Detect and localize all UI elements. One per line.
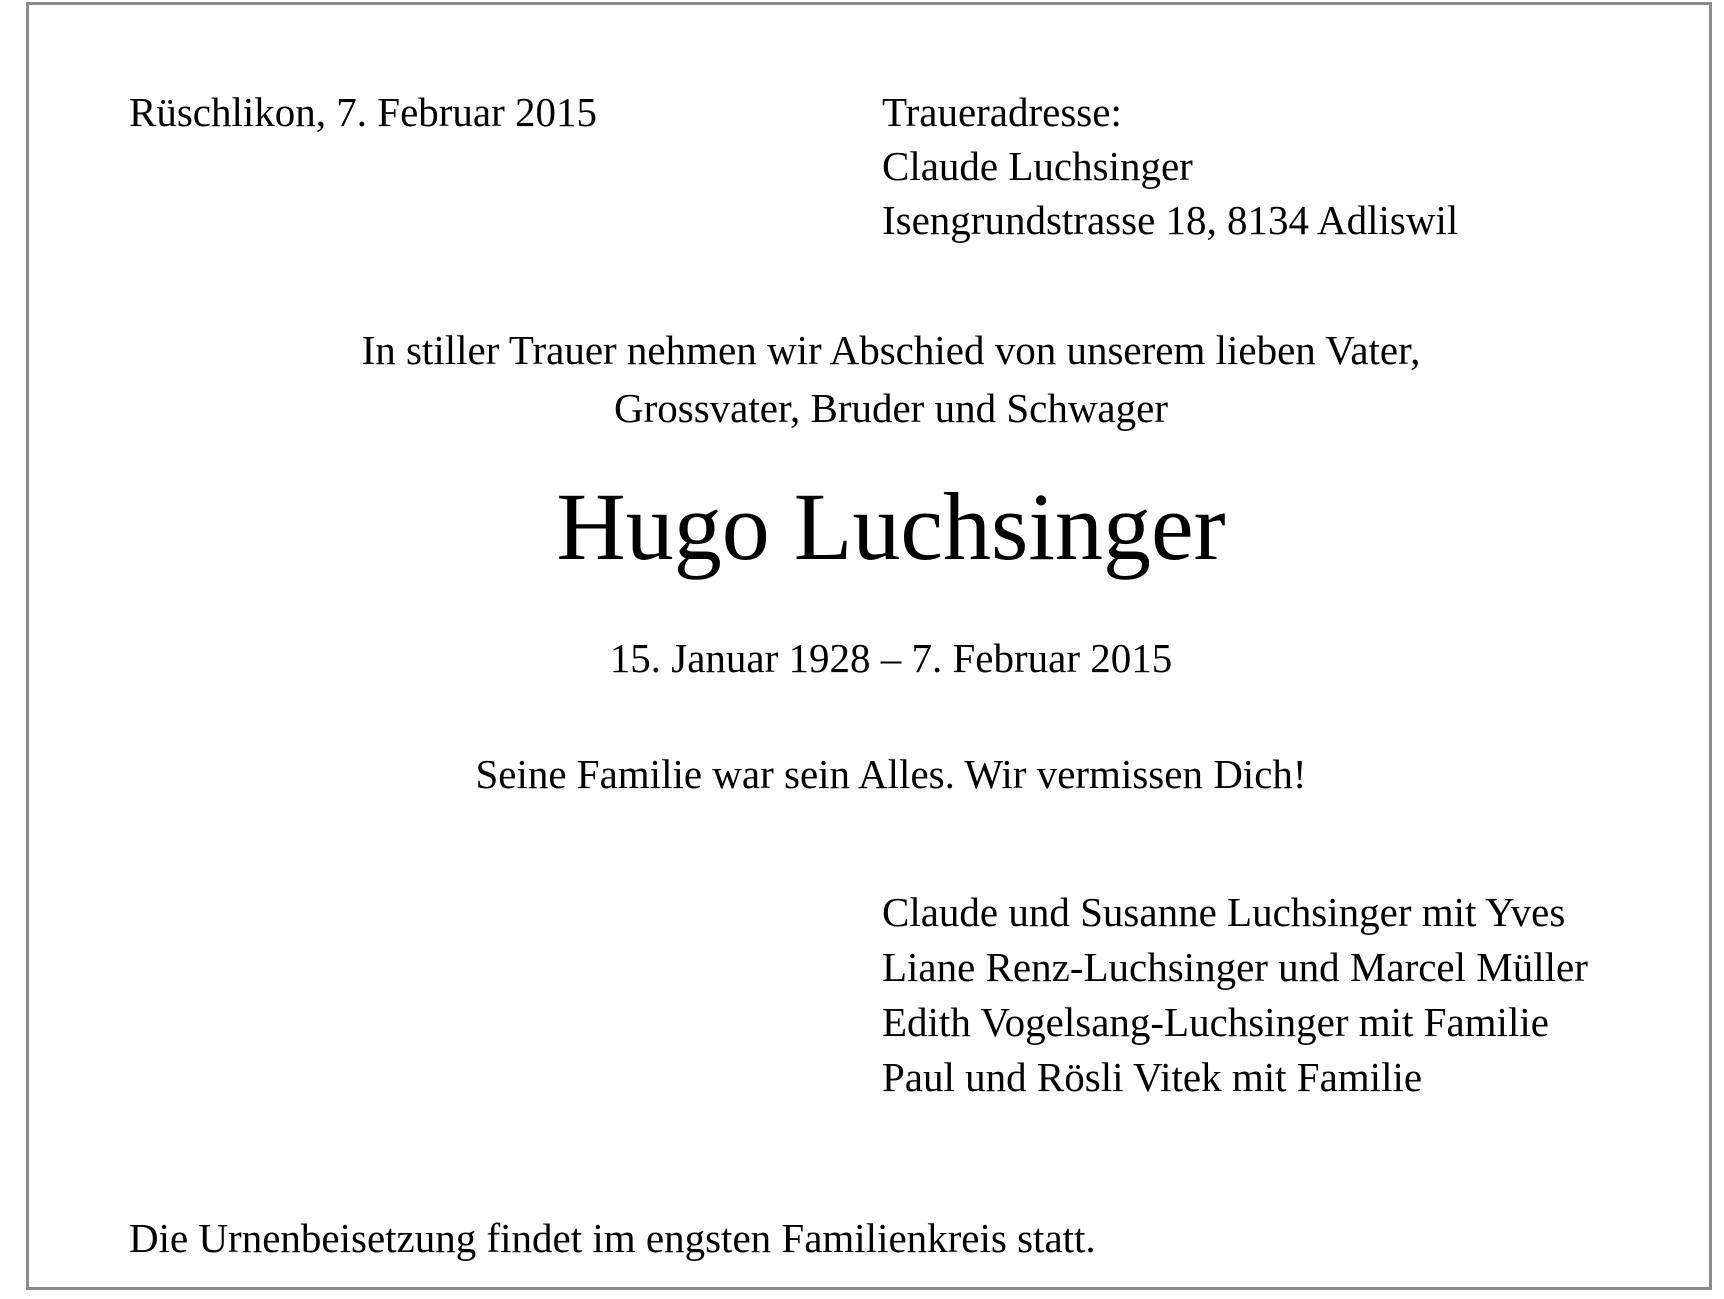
mourners-list bbox=[882, 885, 1588, 1105]
death-notice bbox=[26, 2, 1712, 1290]
mourner-item: Paul und Rösli Vitek mit Familie bbox=[882, 1054, 1423, 1100]
intro-line: In stiller Trauer nehmen wir Abschied von unserem lieben Vater, bbox=[361, 327, 1421, 373]
place-date: Rüschlikon, 7. Februar 2015 bbox=[129, 89, 598, 135]
deceased-name: Hugo Luchsinger bbox=[556, 473, 1226, 580]
mourning-address-label: Traueradresse: bbox=[882, 89, 1122, 135]
mourner-item: Claude und Susanne Luchsinger mit Yves bbox=[882, 889, 1566, 935]
mourning-address bbox=[882, 85, 1458, 247]
mourning-address-street: Isengrundstrasse 18, 8134 Adliswil bbox=[882, 197, 1459, 243]
memorial-quote: Seine Familie war sein Alles. Wir vermissen Dich! bbox=[475, 751, 1307, 797]
mourning-address-name: Claude Luchsinger bbox=[882, 143, 1193, 189]
burial-note: Die Urnenbeisetzung findet im engsten Familienkreis statt. bbox=[129, 1215, 1096, 1261]
mourner-item: Liane Renz-Luchsinger und Marcel Müller bbox=[882, 944, 1588, 990]
life-dates: 15. Januar 1928 – 7. Februar 2015 bbox=[609, 635, 1173, 681]
intro-line: Grossvater, Bruder und Schwager bbox=[614, 385, 1168, 431]
mourner-item: Edith Vogelsang-Luchsinger mit Familie bbox=[882, 999, 1549, 1045]
intro-text bbox=[29, 321, 1724, 437]
